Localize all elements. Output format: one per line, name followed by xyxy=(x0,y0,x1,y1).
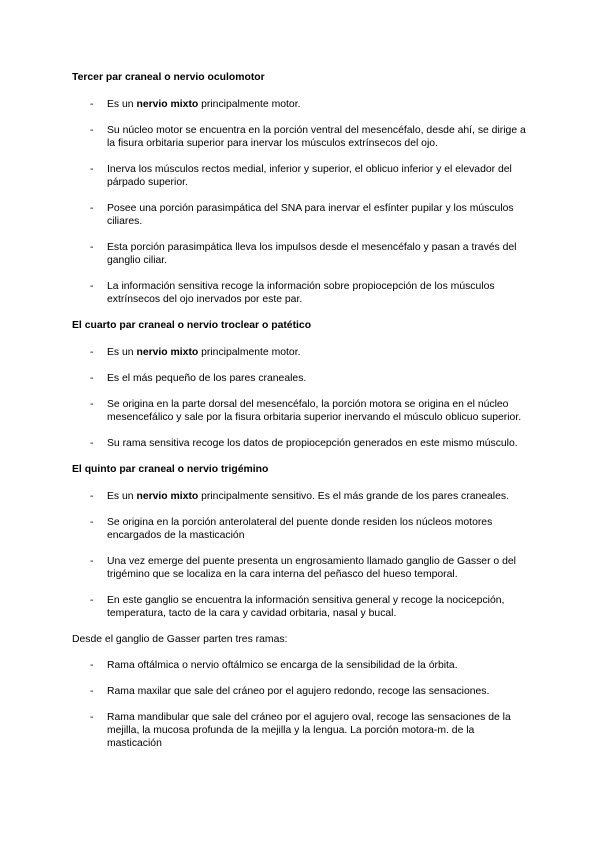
item-text: Esta porción parasimpática lleva los impulsos desde el mesencéfalo y pasan a través del ganglio ciliar. xyxy=(107,242,517,266)
item-text: principalmente motor. xyxy=(198,99,301,110)
bullet-dash: - xyxy=(90,125,94,136)
item-text: Se origina en la parte dorsal del mesencéfalo, la porción motora se origina en el núcleo mesencefálico y sale por la fisura orbitaria superior inervando el músculo oblicuo superior. xyxy=(107,399,522,423)
bullet-dash: - xyxy=(90,517,94,528)
item-text: Rama mandibular que sale del cráneo por el agujero oval, recoge las sensaciones de la mejilla, la mucosa profunda de la mejilla y la lengua. La porción motora-m. de la masticación xyxy=(107,712,511,749)
item-text: Es el más pequeño de los pares craneales. xyxy=(107,373,307,384)
list-item xyxy=(72,516,532,542)
bullet-dash: - xyxy=(90,347,94,358)
paragraph-intro: Desde el ganglio de Gasser parten tres ramas: xyxy=(72,634,288,645)
list-item xyxy=(72,124,532,150)
list-item xyxy=(72,555,532,581)
item-text: principalmente motor. xyxy=(198,347,301,358)
list-item xyxy=(72,490,532,503)
item-text: Una vez emerge del puente presenta un engrosamiento llamado ganglio de Gasser o del trigémino que se localiza en la cara interna del peñasco del hueso temporal. xyxy=(107,556,516,580)
list-item xyxy=(72,202,532,228)
bullet-dash: - xyxy=(90,164,94,175)
item-text: Inerva los músculos rectos medial, inferior y superior, el oblicuo inferior y el elevador del párpado superior. xyxy=(107,164,512,188)
bullet-dash: - xyxy=(90,595,94,606)
list-item xyxy=(72,346,532,359)
list-item xyxy=(72,594,532,620)
section-heading: El cuarto par craneal o nervio troclear o patético xyxy=(72,320,312,331)
item-text: La información sensitiva recoge la información sobre propiocepción de los músculos extrínsecos del ojo inervados por este par. xyxy=(107,281,495,305)
bullet-dash: - xyxy=(90,99,94,110)
section-troclear xyxy=(72,319,532,450)
item-text: Se origina en la porción anterolateral del puente donde residen los núcleos motores encargados de la masticación xyxy=(107,517,493,541)
list-item xyxy=(72,280,532,306)
item-text: Rama maxilar que sale del cráneo por el agujero redondo, recoge las sensaciones. xyxy=(107,686,490,697)
list-item xyxy=(72,711,532,750)
bullet-dash: - xyxy=(90,242,94,253)
bullet-dash: - xyxy=(90,686,94,697)
item-text: Posee una porción parasimpática del SNA para inervar el esfínter pupilar y los músculos ciliares. xyxy=(107,203,514,227)
bullet-dash: - xyxy=(90,438,94,449)
bullet-dash: - xyxy=(90,556,94,567)
item-text: En este ganglio se encuentra la información sensitiva general y recoge la nocicepción, temperatura, tacto de la cara y cavidad orbitaria, nasal y bucal. xyxy=(107,595,505,619)
item-text: Es un xyxy=(107,491,137,502)
bullet-dash: - xyxy=(90,399,94,410)
list-item xyxy=(72,685,532,698)
item-bold-text: nervio mixto xyxy=(136,491,199,502)
bullet-dash: - xyxy=(90,660,94,671)
bullet-dash: - xyxy=(90,491,94,502)
bullet-dash: - xyxy=(90,712,94,723)
list-item xyxy=(72,98,532,111)
list-item xyxy=(72,163,532,189)
item-text: principalmente sensitivo. Es el más grande de los pares craneales. xyxy=(198,491,509,502)
section-oculomotor xyxy=(72,71,532,306)
list-item xyxy=(72,437,532,450)
item-bold-text: nervio mixto xyxy=(136,99,199,110)
section-ganglio-gasser xyxy=(72,633,532,750)
bullet-dash: - xyxy=(90,373,94,384)
bullet-dash: - xyxy=(90,281,94,292)
item-text: Rama oftálmica o nervio oftálmico se encarga de la sensibilidad de la órbita. xyxy=(107,660,458,671)
item-text: Su rama sensitiva recoge los datos de propiocepción generados en este mismo músculo. xyxy=(107,438,518,449)
item-text: Es un xyxy=(107,99,137,110)
document-content xyxy=(72,71,532,763)
list-item xyxy=(72,241,532,267)
section-heading: El quinto par craneal o nervio trigémino xyxy=(72,464,269,475)
item-bold-text: nervio mixto xyxy=(136,347,199,358)
list-item xyxy=(72,372,532,385)
item-text: Su núcleo motor se encuentra en la porción ventral del mesencéfalo, desde ahí, se dirige a la fisura orbitaria superior para inervar los músculos extrínsecos del ojo. xyxy=(107,125,526,149)
section-heading: Tercer par craneal o nervio oculomotor xyxy=(72,72,265,83)
list-item xyxy=(72,398,532,424)
list-item xyxy=(72,659,532,672)
section-trigemino xyxy=(72,463,532,620)
item-text: Es un xyxy=(107,347,137,358)
bullet-dash: - xyxy=(90,203,94,214)
